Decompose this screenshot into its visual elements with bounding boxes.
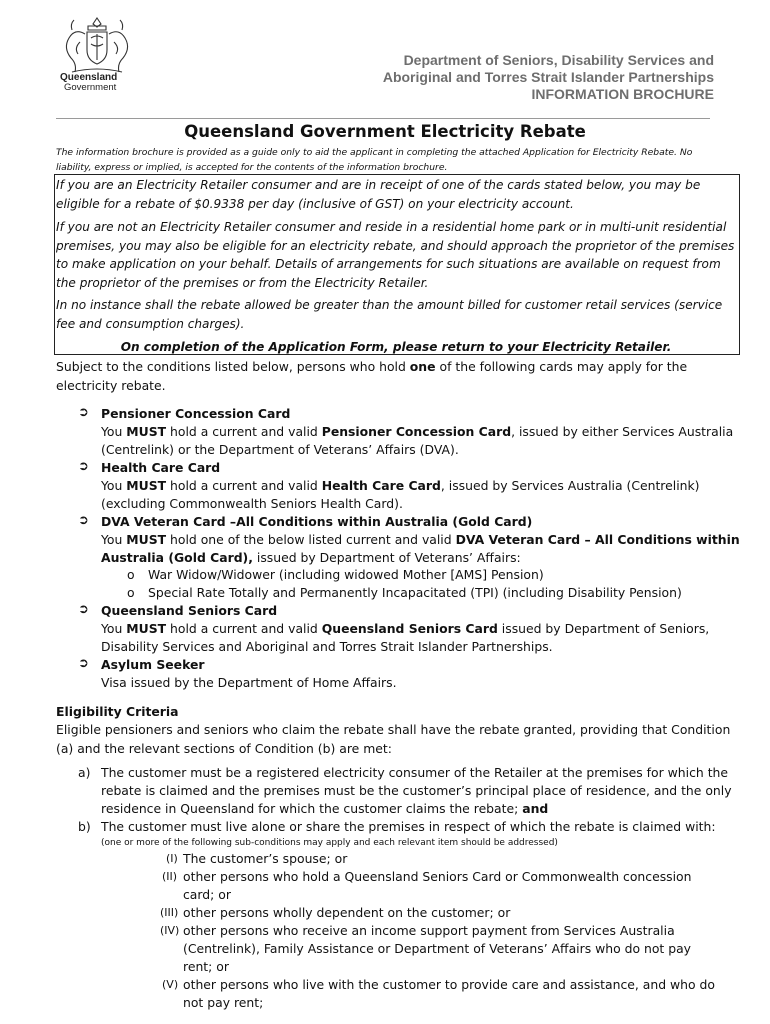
logo-subtitle: Government	[64, 82, 117, 93]
arrow-bullet-icon: ➲	[78, 459, 89, 474]
notice-paragraph-1: If you are an Electricity Retailer consumer and are in receipt of one of the cards stated below, you may be eligible for a rebate of $0.9338 per day (inclusive of GST) on your electricity account.	[56, 178, 701, 211]
card-title: Health Care Card	[101, 460, 221, 475]
sub-condition-text: other persons who receive an income support payment from Services Australia (Centrelink), Family Assistance or Department of Veterans’ Affairs who do not pay rent; or	[183, 923, 692, 974]
logo-wordmark: Queensland	[60, 72, 118, 83]
sub-condition-label: (II)	[162, 870, 178, 883]
card-asylum-seeker	[101, 656, 741, 692]
department-header	[383, 52, 714, 103]
card-dva-veteran	[101, 513, 741, 567]
card-description: You MUST hold a current and valid Pensioner Concession Card, issued by either Services Australia (Centrelink) or the Department of Veterans’ Affairs (DVA).	[101, 424, 734, 457]
card-title: Queensland Seniors Card	[101, 603, 278, 618]
notice-return-instruction: On completion of the Application Form, please return to your Electricity Retailer.	[120, 340, 672, 354]
department-line-2: Aboriginal and Torres Strait Islander Partnerships	[382, 69, 714, 85]
arrow-bullet-icon: ➲	[78, 513, 89, 528]
dva-sub-item-2: Special Rate Totally and Permanently Incapacitated (TPI) (including Disability Pension)	[148, 585, 682, 600]
eligibility-heading: Eligibility Criteria	[56, 704, 179, 719]
sub-condition-text: other persons who hold a Queensland Seniors Card or Commonwealth concession card; or	[183, 869, 692, 902]
sub-condition-text: other persons who live with the customer to provide care and assistance, and who do not pay rent;	[183, 977, 715, 1010]
notice-paragraph-2: If you are not an Electricity Retailer consumer and reside in a residential home park or in multi-unit residential premises, you may also be eligible for an electricity rebate, and should approach the proprietor of the premises to make application on your behalf. Details of arrangements for such situations are available on request from the proprietor of the premises or from the Electricity Retailer.	[56, 220, 735, 290]
intro-text-post: of the following cards may apply for the electricity rebate.	[56, 359, 688, 393]
brochure-label: INFORMATION BROCHURE	[531, 86, 714, 102]
intro-text-bold: one	[409, 359, 436, 374]
header-divider	[56, 118, 710, 119]
card-description: You MUST hold a current and valid Health Care Card, issued by Services Australia (Centrelink) (excluding Commonwealth Seniors Health Card).	[101, 478, 700, 511]
arrow-bullet-icon: ➲	[78, 656, 89, 671]
notice-paragraph-3: In no instance shall the rebate allowed be greater than the amount billed for customer retail services (service fee and consumption charges).	[56, 298, 723, 331]
card-description: You MUST hold one of the below listed current and valid DVA Veteran Card – All Conditions within Australia (Gold Card), issued by Department of Veterans’ Affairs:	[101, 532, 740, 565]
sub-condition-label: (I)	[166, 852, 178, 865]
sub-condition-text: other persons wholly dependent on the customer; or	[183, 905, 511, 920]
card-queensland-seniors	[101, 602, 741, 656]
sub-bullet-icon: o	[127, 567, 135, 582]
page-title: Queensland Government Electricity Rebate	[184, 122, 586, 141]
card-title: DVA Veteran Card –All Conditions within Australia (Gold Card)	[101, 514, 533, 529]
cards-intro	[56, 358, 736, 395]
card-description: Visa issued by the Department of Home Affairs.	[101, 675, 397, 690]
sub-condition-label: (III)	[160, 906, 179, 919]
condition-b-note: (one or more of the following sub-conditions may apply and each relevant item should be addressed)	[101, 838, 558, 848]
sub-condition-text: The customer’s spouse; or	[183, 851, 348, 866]
card-description: You MUST hold a current and valid Queensland Seniors Card issued by Department of Seniors, Disability Services and Aboriginal and Torres Strait Islander Partnerships.	[101, 621, 710, 654]
eligibility-intro: Eligible pensioners and seniors who claim the rebate shall have the rebate granted, providing that Condition (a) and the relevant sections of Condition (b) are met:	[56, 722, 731, 756]
arrow-bullet-icon: ➲	[78, 602, 89, 617]
card-title: Asylum Seeker	[101, 657, 205, 672]
intro-text-pre: Subject to the conditions listed below, persons who hold	[56, 359, 410, 374]
condition-b-label: b)	[78, 819, 91, 834]
dva-sub-item-1: War Widow/Widower (including widowed Mother [AMS] Pension)	[148, 567, 544, 582]
card-pensioner-concession	[101, 405, 741, 459]
condition-a-label: a)	[78, 765, 91, 780]
card-health-care	[101, 459, 741, 513]
sub-condition-label: (IV)	[160, 924, 180, 937]
department-line-1: Department of Seniors, Disability Services and	[403, 52, 714, 68]
condition-b-text: The customer must live alone or share the premises in respect of which the rebate is claimed with:	[101, 819, 716, 834]
card-title: Pensioner Concession Card	[101, 406, 291, 421]
condition-a-text: The customer must be a registered electricity consumer of the Retailer at the premises for which the rebate is claimed and the premises must be the customer’s principal place of residence, and the only residence in Queensland for which the customer claims the rebate; and	[101, 765, 732, 816]
sub-bullet-icon: o	[127, 585, 135, 600]
sub-condition-label: (V)	[162, 978, 179, 991]
disclaimer-text: The information brochure is provided as a guide only to aid the applicant in completing the attached Application for Electricity Rebate. No liability, express or implied, is accepted for the contents of the information brochure.	[56, 147, 693, 173]
arrow-bullet-icon: ➲	[78, 405, 89, 420]
